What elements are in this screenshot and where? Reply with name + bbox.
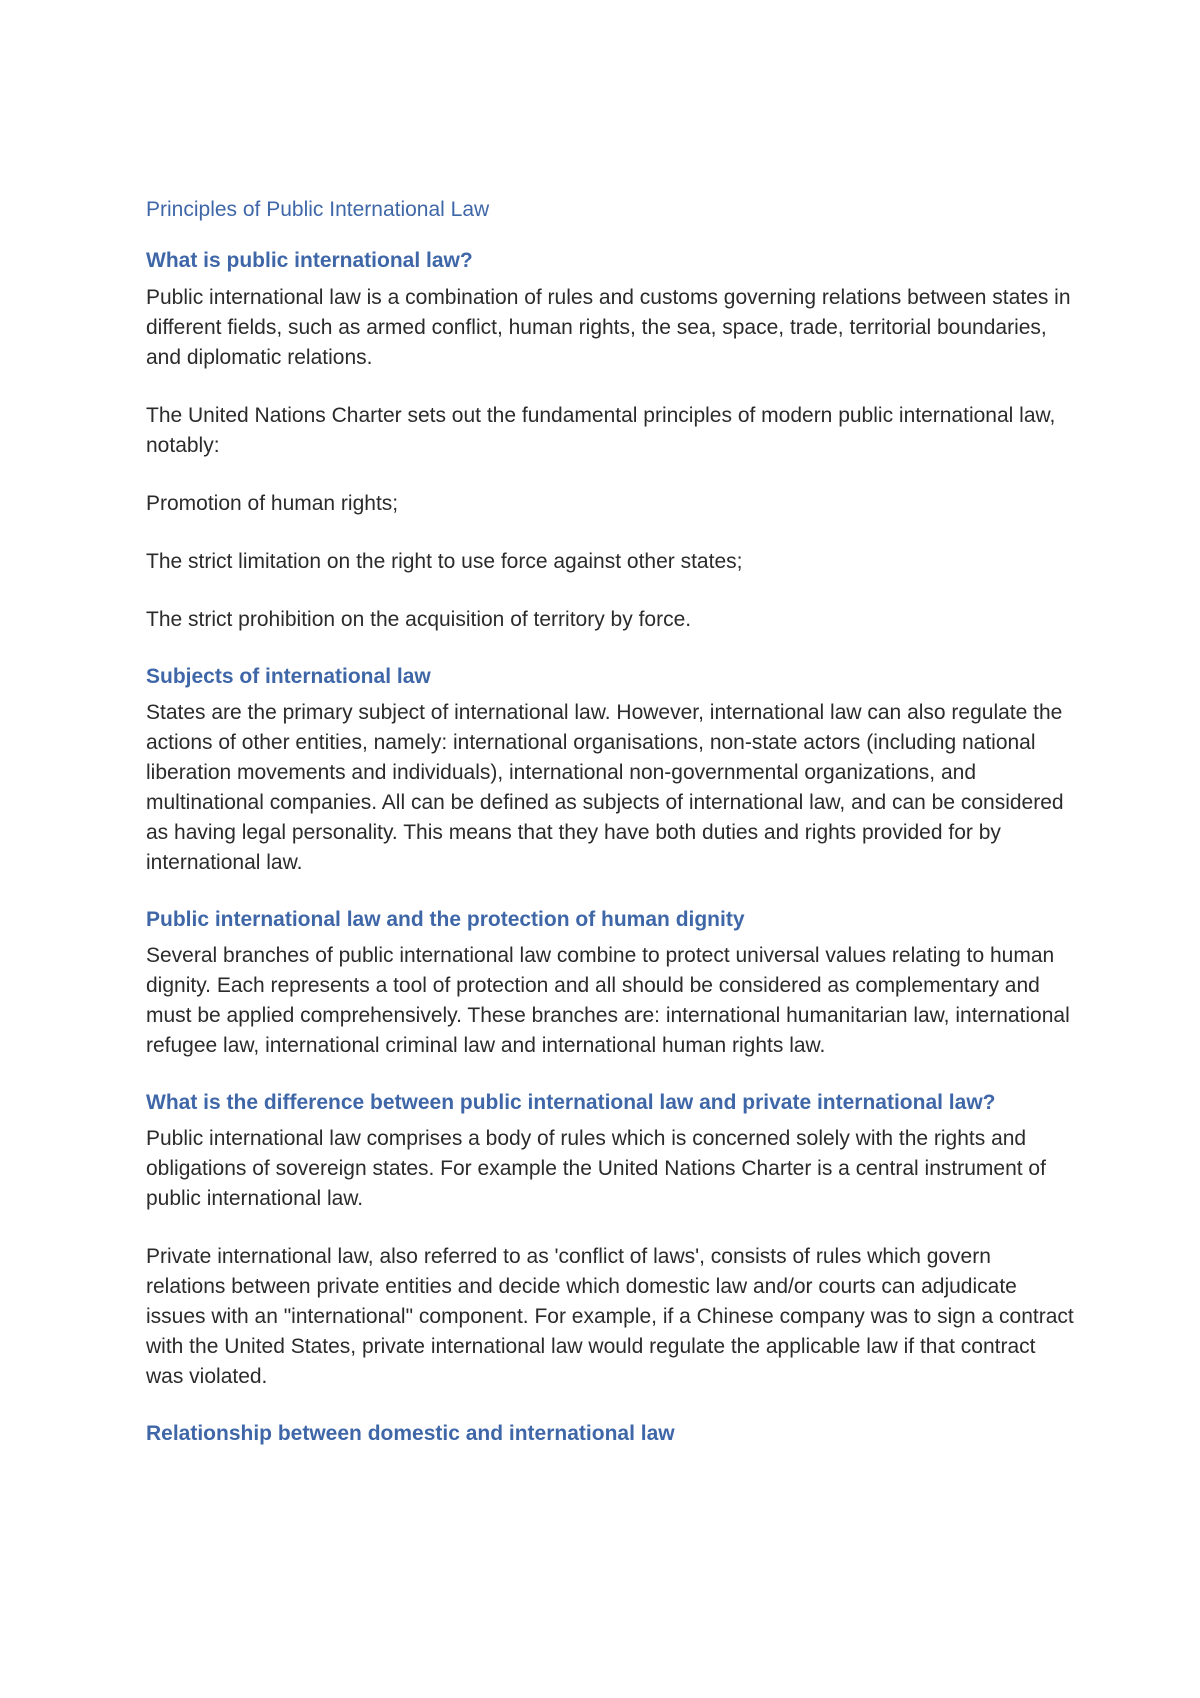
principle-item: The strict prohibition on the acquisition of territory by force. xyxy=(146,607,692,631)
section-heading: Public international law and the protection of human dignity xyxy=(146,907,745,931)
paragraph: Public international law is a combination of rules and customs governing relations between states in different fields, such as armed conflict, human rights, the sea, space, trade, territorial boundaries, and diplomatic relations. xyxy=(146,285,1071,369)
section-human-dignity xyxy=(146,906,1076,1061)
paragraph: The United Nations Charter sets out the fundamental principles of modern public international law, notably: xyxy=(146,403,1056,457)
paragraph: Public international law comprises a body of rules which is concerned solely with the rights and obligations of sovereign states. For example the United Nations Charter is a central instrument of public international law. xyxy=(146,1127,1046,1211)
principle-item: The strict limitation on the right to use force against other states; xyxy=(146,549,743,573)
paragraph: Several branches of public international law combine to protect universal values relating to human dignity. Each represents a tool of protection and all should be considered as complementary and must be applied comprehensively. These branches are: international humanitarian law, international refugee law, international criminal law and international human rights law. xyxy=(146,944,1070,1058)
paragraph: Private international law, also referred to as 'conflict of laws', consists of rules which govern relations between private entities and decide which domestic law and/or courts can adjudicate issues with an "international" component. For example, if a Chinese company was to sign a contract with the United States, private international law would regulate the applicable law if that contract was violated. xyxy=(146,1245,1074,1389)
section-subjects xyxy=(146,663,1076,878)
section-what-is-pil xyxy=(146,247,1076,634)
section-heading: What is public international law? xyxy=(146,249,473,273)
section-domestic-vs-international xyxy=(146,1420,1076,1447)
document-title: Principles of Public International Law xyxy=(146,198,490,221)
document-page xyxy=(146,196,1076,1456)
principle-item: Promotion of human rights; xyxy=(146,491,399,515)
paragraph: States are the primary subject of international law. However, international law can also regulate the actions of other entities, namely: international organisations, non-state actors (including national liberation movements and individuals), international non-governmental organizations, and multinational companies. All can be defined as subjects of international law, and can be considered as having legal personality. This means that they have both duties and rights provided for by international law. xyxy=(146,700,1064,874)
section-public-vs-private xyxy=(146,1089,1076,1392)
section-heading: Subjects of international law xyxy=(146,664,431,688)
section-heading: What is the difference between public international law and private international law? xyxy=(146,1091,996,1115)
section-heading: Relationship between domestic and international law xyxy=(146,1422,675,1446)
